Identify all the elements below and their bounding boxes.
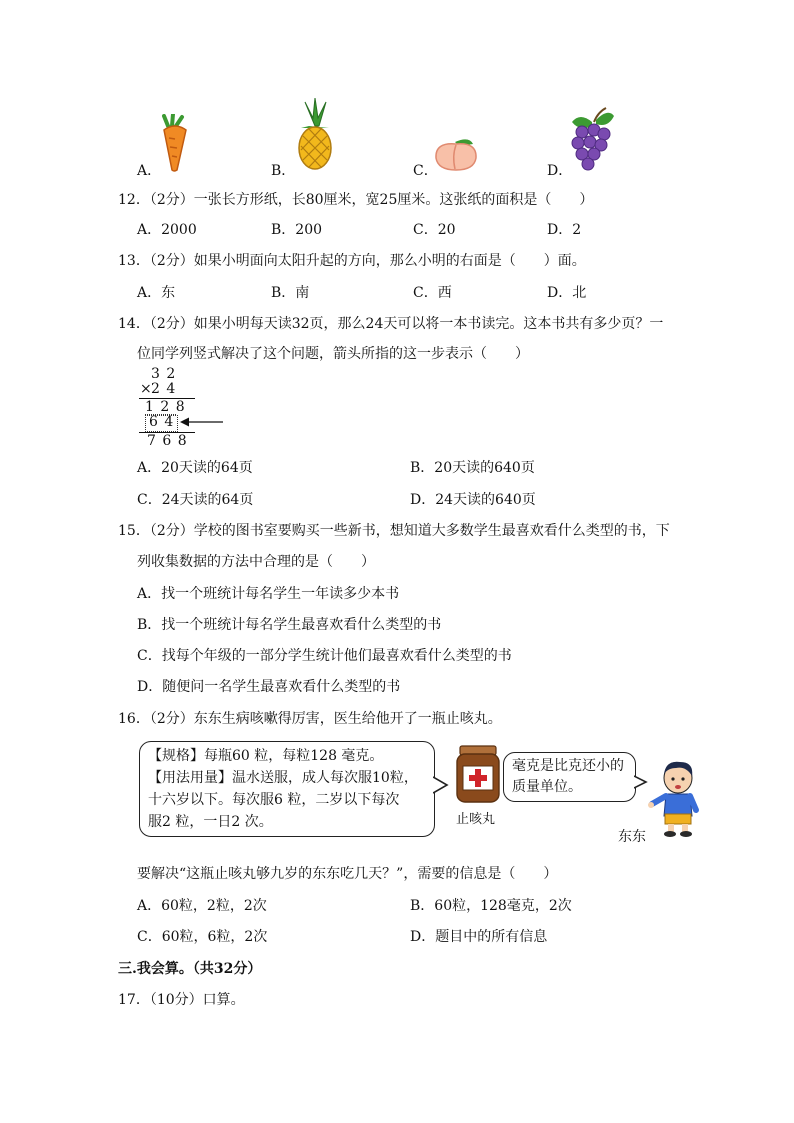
calc-row2: 2 4	[151, 381, 177, 397]
q14-option-d[interactable]: D．24天读的640页	[410, 492, 536, 508]
q13-stem: 13．（2分）如果小明面向太阳升起的方向，那么小明的右面是（ ）面。	[118, 253, 586, 269]
arrow-left-icon	[180, 416, 224, 428]
grapes-icon	[568, 106, 616, 174]
q15-option-d[interactable]: D．随便问一名学生最喜欢看什么类型的书	[137, 679, 401, 695]
q16-stem: 16．（2分）东东生病咳嗽得厉害，医生给他开了一瓶止咳丸。	[118, 711, 502, 727]
q15-stem-line2: 列收集数据的方法中合理的是（ ）	[137, 554, 375, 570]
section3-title: 三.我会算。（共32分）	[118, 961, 262, 977]
q12-option-b[interactable]: B．200	[271, 222, 323, 238]
medicine-info-bubble	[139, 741, 435, 837]
calc-row4: 6 4	[149, 414, 175, 430]
q16-option-c[interactable]: C．60粒，6粒，2次	[137, 929, 268, 945]
speech-line1: 毫克是比克还小的	[512, 758, 624, 774]
q12-stem: 12．（2分）一张长方形纸，长80厘米，宽25厘米。这张纸的面积是（ ）	[118, 192, 594, 208]
info-line-usage: 【用法用量】温水送服，成人每次服10粒，	[148, 770, 418, 786]
q13-option-c[interactable]: C．西	[413, 285, 452, 301]
q15-stem-line1: 15．（2分）学校的图书室要购买一些新书，想知道大多数学生最喜欢看什么类型的书，下	[118, 523, 670, 539]
q14-stem-line2: 位同学列竖式解决了这个问题，箭头所指的这一步表示（ ）	[137, 346, 529, 362]
speech-line2: 质量单位。	[512, 779, 582, 795]
boy-name-label: 东东	[618, 829, 646, 845]
calc-times-sign: ×	[140, 381, 152, 397]
speech-bubble	[503, 752, 636, 802]
q14-option-a[interactable]: A．20天读的64页	[137, 460, 253, 476]
q11-option-d-letter: D．	[547, 163, 573, 179]
q15-option-c[interactable]: C．找每个年级的一部分学生统计他们最喜欢看什么类型的书	[137, 648, 512, 664]
calc-row5: 7 6 8	[147, 433, 188, 449]
q12-option-c[interactable]: C．20	[413, 222, 456, 238]
q13-option-d[interactable]: D．北	[547, 285, 587, 301]
q16-option-b[interactable]: B．60粒，128毫克，2次	[410, 898, 572, 914]
calc-dotted-top	[145, 401, 176, 415]
calc-row1: 3 2	[151, 366, 177, 382]
q11-option-b-letter: B．	[271, 163, 296, 179]
q12-option-a[interactable]: A．2000	[137, 222, 197, 238]
q11-option-c-letter: C．	[413, 163, 438, 179]
bottle-label: 止咳丸	[456, 812, 496, 827]
speech-bubble-tail	[634, 774, 648, 790]
q13-option-b[interactable]: B．南	[271, 285, 310, 301]
boy-dongdong-icon	[648, 758, 704, 838]
q13-option-a[interactable]: A．东	[137, 285, 176, 301]
carrot-icon	[158, 114, 192, 172]
q14-option-b[interactable]: B．20天读的640页	[410, 460, 535, 476]
q15-option-a[interactable]: A．找一个班统计每名学生一年读多少本书	[137, 586, 400, 602]
q16-option-d[interactable]: D．题目中的所有信息	[410, 929, 548, 945]
q17-stem: 17．（10分）口算。	[118, 992, 245, 1008]
medicine-bottle-icon	[454, 744, 502, 804]
q14-stem-line1: 14．（2分）如果小明每天读32页，那么24天可以将一本书读完。这本书共有多少页？一	[118, 316, 664, 332]
q12-option-d[interactable]: D．2	[547, 222, 582, 238]
peach-icon	[433, 134, 479, 172]
pineapple-icon	[295, 98, 335, 170]
info-line-dose: 服2 粒，一日2 次。	[148, 814, 273, 830]
bubble-tail	[433, 775, 449, 795]
info-line-spec: 【规格】每瓶60 粒，每粒128 毫克。	[148, 748, 384, 764]
q11-option-a-letter: A．	[137, 163, 162, 179]
q16-question: 要解决“这瓶止咳丸够九岁的东东吃几天？”，需要的信息是（ ）	[137, 866, 558, 882]
q14-option-c[interactable]: C．24天读的64页	[137, 492, 254, 508]
info-line-under16: 十六岁以下。每次服6 粒，二岁以下每次	[148, 792, 400, 808]
q15-option-b[interactable]: B．找一个班统计每名学生最喜欢看什么类型的书	[137, 617, 442, 633]
calc-row3: 1 2 8	[145, 399, 186, 415]
q16-option-a[interactable]: A．60粒，2粒，2次	[137, 898, 267, 914]
